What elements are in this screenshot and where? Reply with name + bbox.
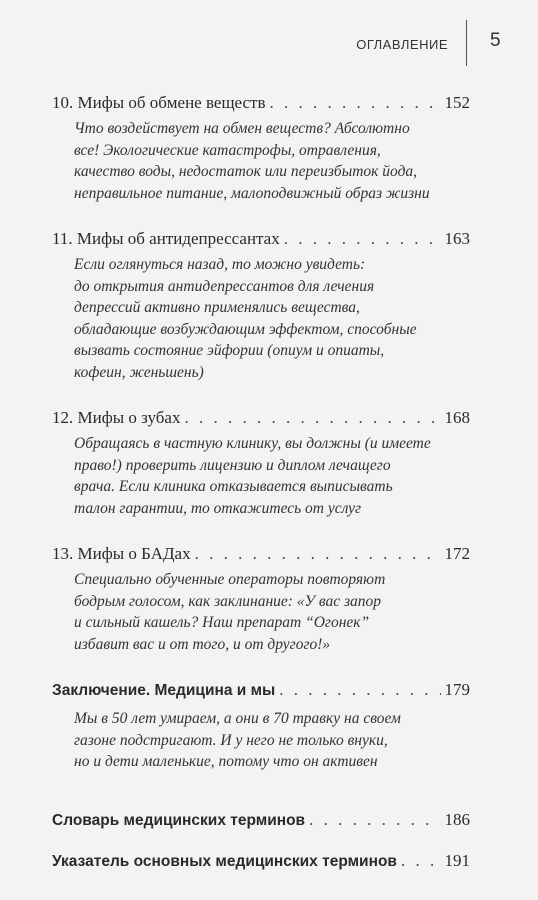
toc-entry-title: Словарь медицинских терминов	[52, 811, 306, 829]
toc-entry-page: 179	[444, 680, 470, 699]
dot-leader	[309, 809, 440, 831]
toc-entry-page: 186	[444, 809, 470, 829]
toc-entry-heading	[52, 850, 470, 873]
description-line: талон гарантии, то откажитесь от услуг	[74, 499, 362, 517]
toc-entry-description	[52, 254, 470, 383]
toc-entry-13	[52, 543, 470, 655]
description-line: неправильное питание, малоподвижный образ жизни	[74, 184, 430, 202]
toc-entry-description	[52, 569, 470, 655]
toc-entry-page: 191	[444, 850, 470, 870]
description-line: но и дети маленькие, потому что он активен	[74, 753, 378, 770]
description-line: все! Экологические катастрофы, отравления,	[74, 141, 381, 159]
toc-entry-heading	[52, 543, 470, 565]
description-line: Мы в 50 лет умираем, а они в 70 травку на своем	[74, 710, 401, 727]
toc-entry-heading	[52, 92, 470, 114]
description-line: Если оглянуться назад, то можно увидеть:	[74, 256, 366, 273]
toc-entry-heading	[52, 228, 470, 250]
dot-leader	[270, 92, 441, 114]
toc-entry-title: 13. Мифы о БАДах	[52, 544, 191, 563]
toc-entry-heading	[52, 407, 470, 429]
page-header	[0, 0, 538, 70]
toc-entry-title: Заключение. Медицина и мы	[52, 682, 276, 699]
toc-entry-heading	[52, 679, 470, 702]
description-line: кофеин, женьшень)	[74, 363, 204, 381]
description-line: Обращаясь в частную клинику, вы должны (и имеете	[74, 435, 431, 452]
dot-leader	[401, 850, 441, 872]
table-of-contents	[52, 92, 470, 897]
toc-entry-page: 152	[444, 93, 470, 112]
dot-leader	[279, 679, 440, 701]
toc-entry-page: 163	[444, 229, 470, 248]
toc-entry-page: 172	[444, 544, 470, 563]
toc-entry-description	[52, 433, 470, 519]
dot-leader	[184, 407, 440, 429]
description-line: газоне подстригают. И у него не только внуки,	[74, 731, 388, 749]
toc-entry-page: 168	[444, 408, 470, 427]
toc-entry-12	[52, 407, 470, 519]
toc-entry-glossary	[52, 809, 470, 832]
description-line: депрессий активно применялись вещества,	[74, 299, 360, 316]
description-line: Специально обученные операторы повторяют	[74, 571, 386, 588]
toc-entry-11	[52, 228, 470, 383]
toc-entry-title: 11. Мифы об антидепрессантах	[52, 229, 280, 248]
running-head-title: ОГЛАВЛЕНИЕ	[356, 37, 448, 52]
description-line: качество воды, недостаток или переизбыток йода,	[74, 163, 418, 180]
header-divider	[466, 20, 467, 66]
toc-entry-title: 10. Мифы об обмене веществ	[52, 93, 266, 112]
description-line: избавит вас и от того, и от другого!»	[74, 635, 331, 653]
toc-entry-description	[52, 118, 470, 204]
description-line: бодрым голосом, как заклинание: «У вас запор	[74, 592, 382, 610]
dot-leader	[195, 543, 441, 565]
description-line: до открытия антидепрессантов для лечения	[74, 277, 375, 295]
toc-entry-title: 12. Мифы о зубах	[52, 408, 181, 427]
page-number: 5	[490, 30, 501, 51]
description-line: право!) проверить лицензию и диплом лечащего	[74, 456, 391, 474]
dot-leader	[284, 228, 441, 250]
toc-entry-description	[52, 708, 470, 773]
description-line: вызвать состояние эйфории (опиум и опиаты,	[74, 342, 385, 359]
description-line: врача. Если клиника отказывается выписывать	[74, 478, 393, 495]
description-line: обладающие возбуждающим эффектом, способные	[74, 320, 417, 338]
toc-entry-10	[52, 92, 470, 204]
description-line: Что воздействует на обмен веществ? Абсолютно	[74, 120, 410, 137]
toc-entry-title: Указатель основных медицинских терминов	[52, 852, 397, 870]
toc-entry-index	[52, 850, 470, 873]
toc-entry-heading	[52, 809, 470, 832]
description-line: и сильный кашель? Наш препарат “Огонек”	[74, 614, 370, 631]
toc-entry-conclusion	[52, 679, 470, 773]
